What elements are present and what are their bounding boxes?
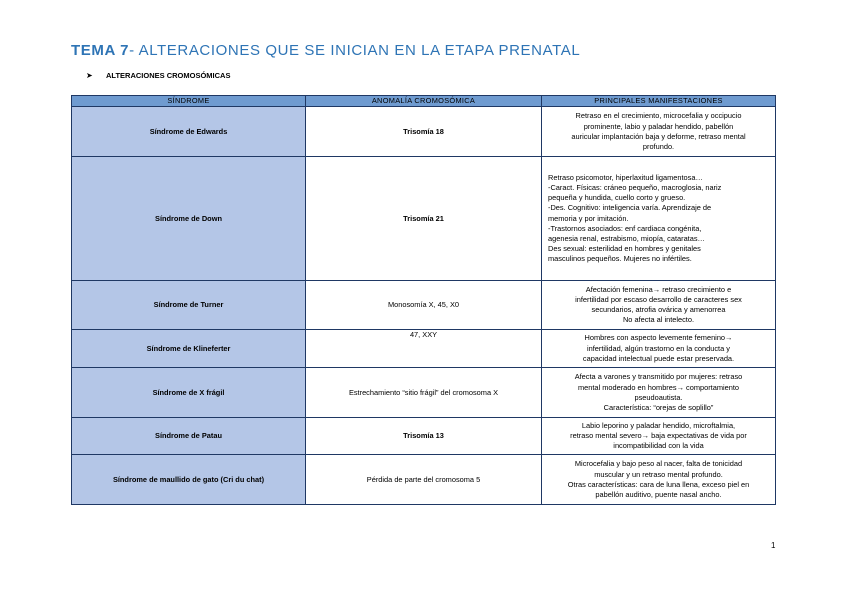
manifestations-cell [542,157,776,281]
syndrome-cell: Síndrome de X frágil [72,368,306,418]
manifestations-cell [542,281,776,330]
manifestations-text: Afectación femenina→ retraso crecimiento e infertilidad por escaso desarrollo de caracteres sex secundarios, atrofia ovárica y amenorrea No afecta al intelecto. [575,284,742,325]
header-syndrome: SÍNDROME [72,96,306,107]
anomaly-cell: Trisomía 21 [306,157,542,281]
anomaly-cell: Estrechamiento “sitio frágil” del cromosoma X [306,368,542,418]
syndromes-table [71,95,776,505]
manifestations-cell [542,368,776,418]
syndrome-cell: Síndrome de Klineferter [72,330,306,368]
syndrome-cell: Síndrome de maullido de gato (Cri du chat) [72,455,306,505]
table-row [72,418,776,455]
manifestations-text: Microcefalia y bajo peso al nacer, falta de tonicidad muscular y un retraso mental profundo. Otras características: cara de luna llena, exceso piel en pabellón auditivo, puente nasal ancho. [567,459,750,499]
anomaly-cell: Trisomía 18 [306,107,542,157]
table-row [72,281,776,330]
anomaly-cell: Monosomía X, 45, X0 [306,281,542,330]
table-row [72,157,776,281]
section-label: ALTERACIONES CROMOSÓMICAS [106,71,231,80]
title-tema: TEMA 7 [71,42,130,59]
manifestations-text: Afecta a varones y transmitido por mujeres: retraso mental moderado en hombres→ comportamiento pseudoautista. Característica: “orejas de soplillo” [574,372,743,412]
syndrome-cell: Síndrome de Patau [72,418,306,455]
manifestations-cell [542,330,776,368]
arrow-bullet-icon: ➤ [86,71,93,80]
manifestations-text: Retraso en el crecimiento, microcefalia y occipucio prominente, labio y paladar hendido, pabellón auricular implantación baja y deforme, retraso mental profundo. [571,111,746,151]
manifestations-cell [542,107,776,157]
anomaly-cell: 47, XXY [306,330,542,368]
syndrome-cell: Síndrome de Turner [72,281,306,330]
table-row [72,107,776,157]
table-row [72,455,776,505]
page-title [71,42,580,59]
page-number: 1 [771,541,776,550]
manifestations-cell [542,455,776,505]
title-text: - ALTERACIONES QUE SE INICIAN EN LA ETAPA PRENATAL [129,42,581,59]
section-heading [86,71,230,80]
table-row [72,368,776,418]
manifestations-text: Hombres con aspecto levemente femenino→ infertilidad, algún trastorno en la conducta y capacidad intelectual puede estar preservada. [582,333,735,363]
table-header-row [72,96,776,107]
header-anomaly: ANOMALÍA CROMOSÓMICA [306,96,542,107]
syndrome-cell: Síndrome de Down [72,157,306,281]
manifestations-cell [542,418,776,455]
anomaly-cell: Trisomía 13 [306,418,542,455]
syndrome-cell: Síndrome de Edwards [72,107,306,157]
manifestations-text: Retraso psicomotor, hiperlaxitud ligamentosa… -Caract. Físicas: cráneo pequeño, macroglosia, nariz pequeña y hundida, cuello corto y grueso. -Des. Cognitivo: inteligencia varía. Aprendizaje de memoria y por imitación. -Trastornos asociados: enf cardiaca congénita, agenesia renal, estrabismo, miopía, cataratas… Des sexual: esterilidad en hombres y genitales masculinos pequeños. Mujeres no infértiles. [548,172,722,264]
manifestations-text: Labio leporino y paladar hendido, microftalmia, retraso mental severo→ baja expectativas de vida por incompatibilidad con la vida [570,420,747,451]
anomaly-cell: Pérdida de parte del cromosoma 5 [306,455,542,505]
header-manifestations: PRINCIPALES MANIFESTACIONES [542,96,776,107]
table-row [72,330,776,368]
